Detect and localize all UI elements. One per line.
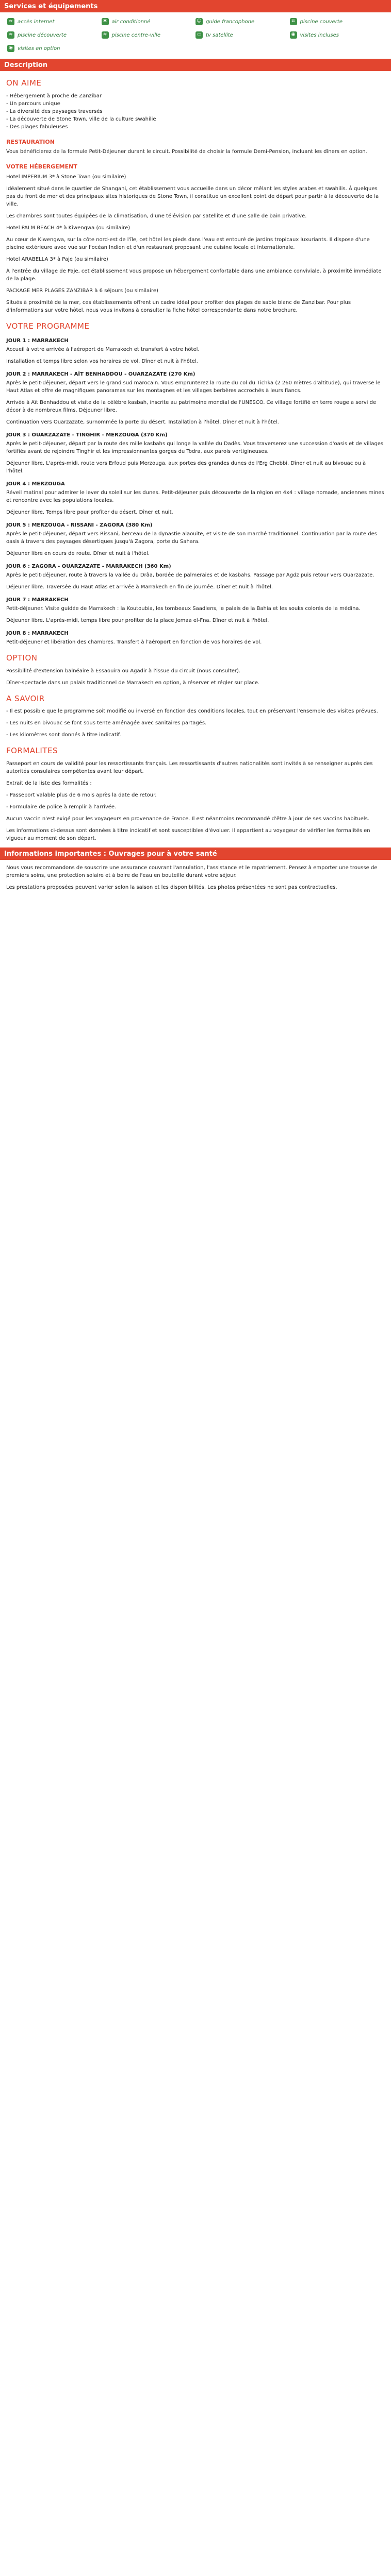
camera-icon: ◉ <box>290 31 297 39</box>
option-heading: OPTION <box>6 653 38 663</box>
restauration-heading: RESTAURATION <box>6 138 55 145</box>
day-title: JOUR 4 : MERZOUGA <box>6 481 65 487</box>
pool-icon: ≋ <box>102 31 109 39</box>
day-title: JOUR 2 : MARRAKECH - AÏT BENHADDOU - OUARZAZATE (270 Km) <box>6 371 196 377</box>
service-item <box>196 30 290 40</box>
pool-icon: ≋ <box>290 18 297 25</box>
service-item <box>290 30 384 40</box>
paragraph: Accueil à votre arrivée à l'aéroport de Marrakech et transfert à votre hôtel. <box>6 347 200 352</box>
programme-day <box>6 431 385 475</box>
service-label: visites incluses <box>300 32 339 38</box>
paragraph: Passeport en cours de validité pour les ressortissants français. Les ressortissants d'autres nationalités sont invités à se renseigner auprès des autorités consulaires compétentes avant leur départ. <box>6 760 373 774</box>
programme-day <box>6 480 385 516</box>
list-item: - La diversité des paysages traversés <box>6 108 103 114</box>
services-grid <box>0 12 391 56</box>
services-title: Services et équipements <box>0 0 391 12</box>
programme-day <box>6 630 385 646</box>
programme-day <box>6 563 385 591</box>
paragraph: Hotel IMPERIUM 3* à Stone Town (ou similaire) <box>6 174 126 180</box>
day-title: JOUR 6 : ZAGORA - OUARZAZATE - MARRAKECH (360 Km) <box>6 564 171 569</box>
paragraph: Arrivée à Aït Benhaddou et visite de la célèbre kasbah, inscrite au patrimoine mondial de l'UNESCO. Ce village fortifié en terre rouge a servi de décor à de nombreux films. Déjeuner libre. <box>6 400 377 413</box>
paragraph: - Les nuits en bivouac se font sous tente aménagée avec sanitaires partagés. <box>6 720 207 726</box>
service-label: air conditionné <box>111 19 151 25</box>
paragraph: Après le petit-déjeuner, route à travers la vallée du Drâa, bordée de palmeraies et de kasbahs. Passage par Agdz puis retour vers Ouarzazate. <box>6 572 374 578</box>
paragraph: Déjeuner libre. Temps libre pour profiter du désert. Dîner et nuit. <box>6 510 173 515</box>
paragraph: Aucun vaccin n'est exigé pour les voyageurs en provenance de France. Il est néanmoins recommandé d'être à jour de ses vaccins habituels. <box>6 816 369 822</box>
paragraph: Après le petit-déjeuner, départ vers le grand sud marocain. Vous emprunterez la route du col du Tichka (2 260 mètres d'altitude), qui traverse le Haut Atlas et offre de magnifiques panoramas sur les montagnes et les villages berbères accrochés à leurs flancs. <box>6 380 381 394</box>
service-item <box>7 30 102 40</box>
service-item <box>290 16 384 27</box>
important-content <box>0 864 391 891</box>
service-item <box>102 30 196 40</box>
service-item <box>102 16 196 27</box>
paragraph: - Formulaire de police à remplir à l'arrivée. <box>6 804 117 810</box>
service-label: guide francophone <box>206 19 255 25</box>
paragraph: Hotel ARABELLA 3* à Paje (ou similaire) <box>6 256 108 262</box>
hebergement-heading: VOTRE HÉBERGEMENT <box>6 163 77 170</box>
paragraph: Déjeuner libre. L'après-midi, route vers Erfoud puis Merzouga, aux portes des grandes dunes de l'Erg Chebbi. Dîner et nuit au bivouac ou à l'hôtel. <box>6 461 366 474</box>
day-title: JOUR 7 : MARRAKECH <box>6 597 69 603</box>
paragraph: Après le petit-déjeuner, départ par la route des mille kasbahs qui longe la vallée du Dadès. Vous traverserez une succession d'oasis et de villages fortifiés avant de rejoindre Tinghir et les impressionnantes gorges du Todra, aux parois vertigineuses. <box>6 441 384 454</box>
camera-icon: ◉ <box>7 45 14 52</box>
paragraph: Au cœur de Kiwengwa, sur la côte nord-est de l'île, cet hôtel les pieds dans l'eau est entouré de jardins tropicaux luxuriants. Il dispose d'une piscine extérieure avec vue sur l'océan Indien et d'un restaurant proposant une cuisine locale et internationale. <box>6 236 370 250</box>
paragraph: Les chambres sont toutes équipées de la climatisation, d'une télévision par satellite et d'une salle de bain privative. <box>6 213 307 219</box>
paragraph: Déjeuner libre. L'après-midi, temps libre pour profiter de la place Jemaa el-Fna. Dîner et nuit à l'hôtel. <box>6 618 269 623</box>
service-label: accès internet <box>18 19 55 25</box>
page <box>0 0 391 891</box>
paragraph: Possibilité d'extension balnéaire à Essaouira ou Agadir à l'issue du circuit (nous consulter). <box>6 668 241 674</box>
paragraph: Après le petit-déjeuner, départ vers Rissani, berceau de la dynastie alaouite, et visite de son marché traditionnel. Continuation par la route des oasis à travers des paysages désertiques jusqu'à Zagora, porte du Sahara. <box>6 531 377 545</box>
service-label: piscine découverte <box>18 32 67 38</box>
service-label: piscine couverte <box>300 19 343 25</box>
pool-icon: ≋ <box>7 31 14 39</box>
tv-icon: ▭ <box>196 31 203 39</box>
programme-day <box>6 370 385 426</box>
paragraph: Situés à proximité de la mer, ces établissements offrent un cadre idéal pour profiter des plages de sable blanc de Zanzibar. Pour plus d'informations sur votre hôtel, nous vous invitons à consulter la fiche hôtel correspondante dans notre brochure. <box>6 299 351 313</box>
service-label: piscine centre-ville <box>111 32 160 38</box>
paragraph: - Les kilomètres sont donnés à titre indicatif. <box>6 732 121 738</box>
a-savoir-heading: A SAVOIR <box>6 693 45 703</box>
paragraph: Hotel PALM BEACH 4* à Kiwengwa (ou similaire) <box>6 225 131 231</box>
paragraph: Déjeuner libre. Traversée du Haut Atlas et arrivée à Marrakech en fin de journée. Dîner et nuit à l'hôtel. <box>6 584 273 590</box>
day-title: JOUR 3 : OUARZAZATE - TINGHIR - MERZOUGA (370 Km) <box>6 432 168 438</box>
paragraph: Extrait de la liste des formalités : <box>6 780 92 786</box>
person-icon: ☺ <box>196 18 203 25</box>
programme-day <box>6 521 385 557</box>
list-item: - Un parcours unique <box>6 100 60 107</box>
service-label: visites en option <box>18 45 60 52</box>
paragraph: À l'entrée du village de Paje, cet établissement vous propose un hébergement confortable dans une ambiance conviviale, à proximité immédiate de la plage. <box>6 268 382 282</box>
wifi-icon: ≈ <box>7 18 14 25</box>
paragraph: Continuation vers Ouarzazate, surnommée la porte du désert. Installation à l'hôtel. Dîner et nuit à l'hôtel. <box>6 419 279 425</box>
description-title: Description <box>0 59 391 71</box>
paragraph: Idéalement situé dans le quartier de Shangani, cet établissement vous accueille dans un décor mêlant les styles arabes et swahilis. À quelques pas du front de mer et des principaux sites historiques de Stone Town, il constitue un excellent point de départ pour partir à la découverte de la ville. <box>6 185 379 207</box>
snowflake-icon: ✱ <box>102 18 109 25</box>
paragraph: Petit-déjeuner. Visite guidée de Marrakech : la Koutoubia, les tombeaux Saadiens, le palais de la Bahia et les souks colorés de la médina. <box>6 606 361 612</box>
programme-day <box>6 596 385 624</box>
paragraph: Réveil matinal pour admirer le lever du soleil sur les dunes. Petit-déjeuner puis découverte de la région en 4x4 : village nomade, anciennes mines et rencontre avec les populations locales. <box>6 490 384 503</box>
list-item: - La découverte de Stone Town, ville de la culture swahilie <box>6 116 156 122</box>
restauration-text: Vous bénéficierez de la formule Petit-Déjeuner durant le circuit. Possibilité de choisir la formule Demi-Pension, incluant les dîners en option. <box>6 149 367 155</box>
paragraph: Dîner-spectacle dans un palais traditionnel de Marrakech en option, à réserver et régler sur place. <box>6 680 260 686</box>
on-aime-heading: ON AIME <box>6 78 42 88</box>
paragraph: - Passeport valable plus de 6 mois après la date de retour. <box>6 792 157 798</box>
service-item <box>7 16 102 27</box>
day-title: JOUR 8 : MARRAKECH <box>6 631 69 636</box>
programme-heading: VOTRE PROGRAMME <box>6 321 90 331</box>
paragraph: Les informations ci-dessus sont données à titre indicatif et sont susceptibles d'évoluer. Il appartient au voyageur de vérifier les formalités en vigueur au moment de son départ. <box>6 827 370 841</box>
service-item <box>7 43 102 54</box>
service-label: tv satellite <box>206 32 233 38</box>
list-item: - Hébergement à proche de Zanzibar <box>6 93 102 99</box>
on-aime-list <box>6 92 385 131</box>
service-item <box>196 16 290 27</box>
paragraph: Installation et temps libre selon vos horaires de vol. Dîner et nuit à l'hôtel. <box>6 359 198 364</box>
paragraph: Les prestations proposées peuvent varier selon la saison et les disponibilités. Les photos présentées ne sont pas contractuelles. <box>6 884 337 890</box>
formalites-heading: FORMALITES <box>6 746 58 755</box>
paragraph: Déjeuner libre en cours de route. Dîner et nuit à l'hôtel. <box>6 551 150 556</box>
list-item: - Des plages fabuleuses <box>6 124 68 130</box>
programme-day <box>6 337 385 365</box>
day-title: JOUR 5 : MERZOUGA - RISSANI - ZAGORA (380 Km) <box>6 522 153 528</box>
paragraph: - Il est possible que le programme soit modifié ou inversé en fonction des conditions locales, tout en préservant l'ensemble des visites prévues. <box>6 708 378 714</box>
day-title: JOUR 1 : MARRAKECH <box>6 338 69 344</box>
paragraph: PACKAGE MER PLAGES ZANZIBAR à 6 séjours (ou similaire) <box>6 287 158 294</box>
content <box>0 77 391 842</box>
paragraph: Petit-déjeuner et libération des chambres. Transfert à l'aéroport en fonction de vos horaires de vol. <box>6 639 262 645</box>
paragraph: Nous vous recommandons de souscrire une assurance couvrant l'annulation, l'assistance et le rapatriement. Pensez à emporter une trousse de premiers soins, une protection solaire et à boire de l'eau en bouteille durant votre séjour. <box>6 865 378 878</box>
important-title: Informations importantes : Ouvrages pour à votre santé <box>0 848 391 860</box>
